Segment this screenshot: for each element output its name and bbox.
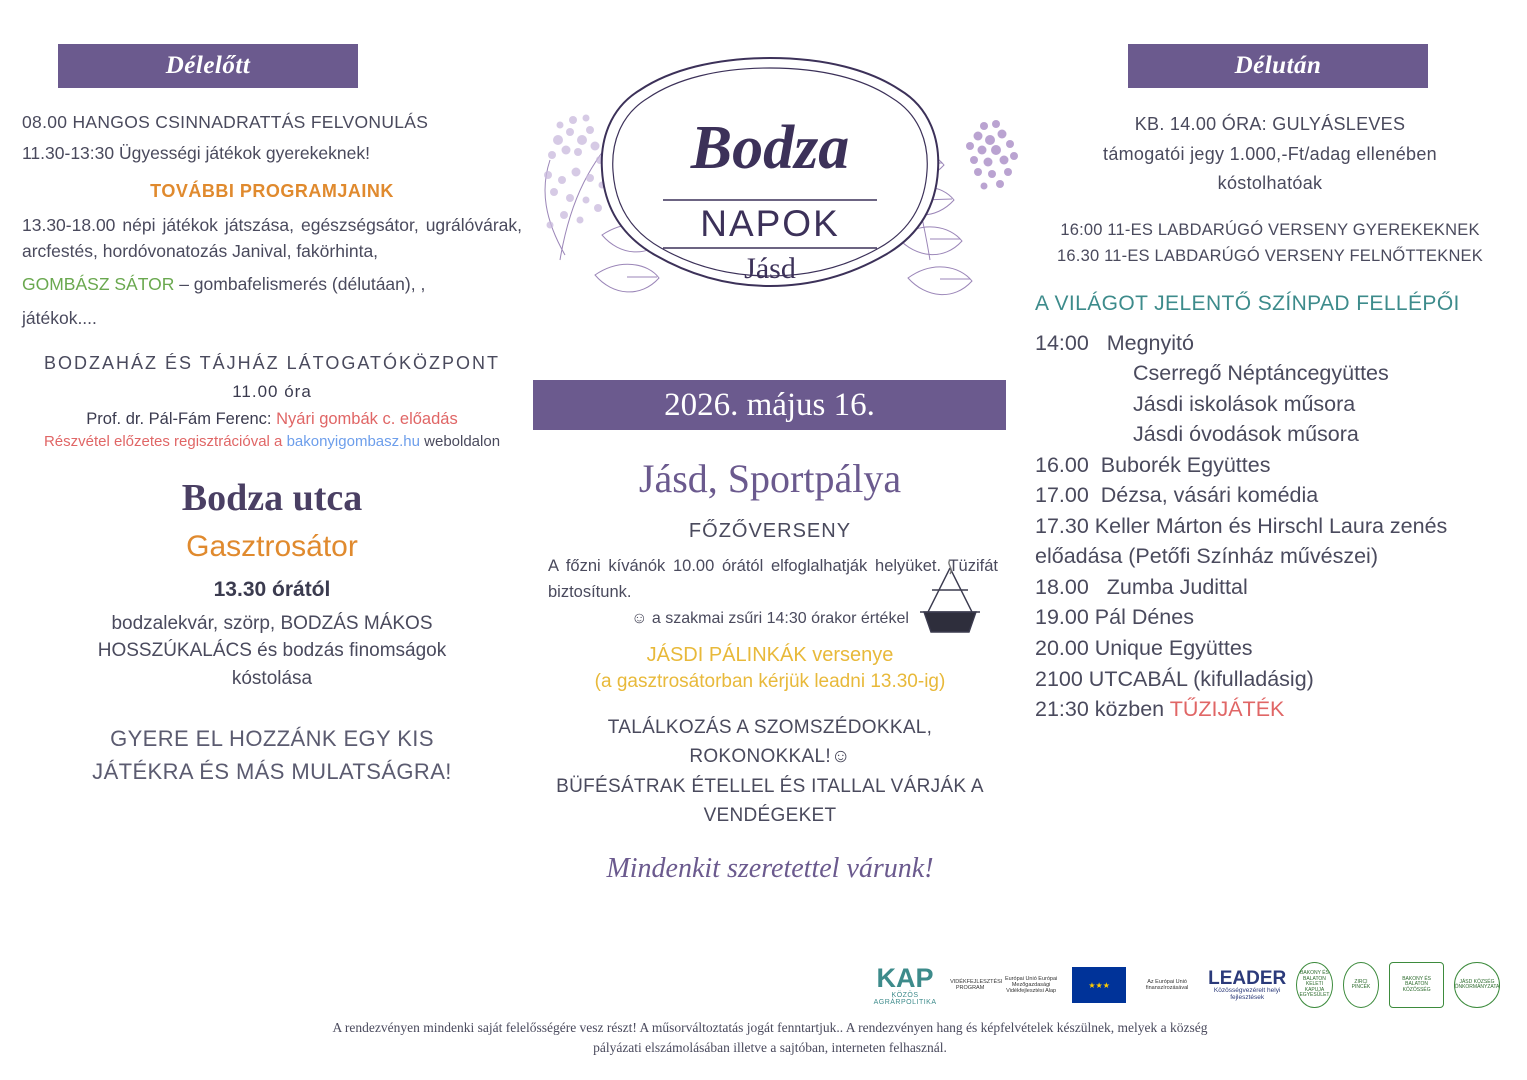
gasztrosator-desc-2: HOSSZÚKALÁCS és bodzás finomságok <box>97 640 447 662</box>
gasztrosator-desc-3: kóstolása <box>231 667 313 689</box>
logo-vp-text: VIDÉKFEJLESZTÉSI PROGRAM <box>950 978 1003 991</box>
logo-eu-fund-text: Európai Unió Európai Mezőgazdasági Vidékfejlesztési Alap <box>1004 975 1058 995</box>
morning-program-line-1: 08.00 HANGOS CSINNADRATTÁS FELVONULÁS <box>22 112 429 132</box>
sponsor-logos <box>870 955 1500 1015</box>
football-line-1: 16:00 11-ES LABDARÚGÓ VERSENY GYEREKEKNEK <box>1060 221 1480 240</box>
football-line-2: 16.30 11-ES LABDARÚGÓ VERSENY FELNŐTTEKNEK <box>1057 247 1483 266</box>
gasztrosator-title: Gasztrosátor <box>186 529 358 563</box>
venue-title: Jásd, Sportpálya <box>638 456 902 501</box>
meeting-line-1: TALÁLKOZÁS A SZOMSZÉDOKKAL, <box>607 716 933 738</box>
program-row: 14:00 Megnyitó <box>1035 330 1194 355</box>
center-column <box>520 455 1020 885</box>
logo-brand-sub: NAPOK <box>700 203 840 244</box>
gasztrosator-desc-1: bodzalekvár, szörp, BODZÁS MÁKOS <box>111 612 433 634</box>
program-row-fireworks <box>1035 694 1505 725</box>
further-programs-title: TOVÁBBI PROGRAMJAINK <box>150 180 394 201</box>
program-row: Jásdi óvodások műsora <box>1133 422 1359 447</box>
bodzahaz-lecture <box>22 410 522 429</box>
logo-leader-subtext: Közösségvezérelt helyi fejlesztések <box>1213 987 1281 1001</box>
logo-kap-text: KAP <box>876 962 934 993</box>
program-row: 20.00 Unique Együttes <box>1035 636 1253 660</box>
logo-eu-flag-box <box>1072 967 1126 1003</box>
stage-program-list <box>1035 328 1505 725</box>
banner-morning: Délelőtt <box>58 44 358 88</box>
logo-partner-2: ZIRCI PINCÉK <box>1343 962 1379 1008</box>
logo-vp-box <box>950 978 1003 992</box>
lecturer-name: Prof. dr. Pál-Fám Ferenc: <box>86 409 272 428</box>
logo-leader-box <box>1208 969 1286 1001</box>
program-row: Jásdi iskolások műsora <box>1133 391 1356 416</box>
cooking-contest-desc: A főzni kívánók 10.00 órától elfoglalhatják helyüket. Tüzifát biztosítunk. <box>548 557 998 602</box>
registration-note-post: weboldalon <box>419 432 501 450</box>
goulash-line-3: kóstolhatóak <box>1217 173 1323 194</box>
stage-performers-title: A VILÁGOT JELENTŐ SZÍNPAD FELLÉPŐI <box>1035 291 1460 315</box>
bodza-napok-logo <box>470 40 1070 370</box>
logo-partner-4: JÁSD KÖZSÉG ÖNKORMÁNYZATA <box>1454 962 1500 1008</box>
invitation-message <box>22 722 522 788</box>
program-row: 19.00 Pál Dénes <box>1035 605 1194 630</box>
cooking-jury-note: ☺ a szakmai zsűri 14:30 órakor értékel <box>631 609 909 627</box>
fireworks-label: TŰZIJÁTÉK <box>1169 697 1285 722</box>
invitation-line-1: GYERE EL HOZZÁNK EGY KIS <box>110 726 434 752</box>
right-column <box>1035 110 1505 725</box>
goulash-line-1: KB. 14.00 ÓRA: GULYÁSLEVES <box>1134 114 1406 134</box>
logo-kap-subtext: KÖZÖS AGRÁRPOLITIKA <box>873 991 937 1006</box>
logo-brand-script: Bodza <box>690 114 850 182</box>
program-row: 17.00 Dézsa, vásári komédia <box>1035 483 1319 508</box>
palinka-contest-note: (a gasztrosátorban kérjük leadni 13.30-ig) <box>594 670 946 692</box>
further-programs-block <box>22 212 522 331</box>
gasztrosator-time: 13.30 órától <box>213 577 331 601</box>
mushroom-tent-label: GOMBÁSZ SÁTOR <box>22 274 175 295</box>
fireworks-time: 21:30 közben <box>1035 697 1170 722</box>
program-row: 2100 UTCABÁL (kifulladásig) <box>1035 666 1314 691</box>
further-line-3: játékok.... <box>22 307 97 328</box>
left-column <box>22 110 522 788</box>
logo-partner-3: BAKONY ÉS BALATON KÖZÖSSÉG <box>1389 962 1444 1008</box>
logo-brand-place: Jásd <box>744 252 796 285</box>
meeting-line-2: ROKONOKKAL!☺ <box>689 746 851 768</box>
registration-note <box>22 433 522 450</box>
lecture-title: Nyári gombák c. előadás <box>276 409 458 428</box>
banner-afternoon: Délután <box>1128 44 1428 88</box>
program-row: 18.00 Zumba Judittal <box>1035 574 1248 599</box>
logo-kap-box <box>870 962 940 1006</box>
cauldron-icon <box>910 560 990 640</box>
palinka-contest-block <box>520 644 1020 693</box>
bodzahaz-title: BODZAHÁZ ÉS TÁJHÁZ LÁTOGATÓKÖZPONT <box>43 352 501 373</box>
meeting-block <box>520 713 1020 831</box>
bodza-utca-block <box>22 476 522 693</box>
disclaimer-text: A rendezvényen mindenki saját felelősségére vesz részt! A műsorváltoztatás jogát fenntartjuk.. A rendezvényen hang és képfelvételek készülnek, melyek a község pályázati elszámolásában illetve a sajtóban, interneten felhasznál. <box>332 1020 1208 1056</box>
bodzahaz-block <box>22 353 522 450</box>
event-date-banner: 2026. május 16. <box>533 380 1006 430</box>
program-row: 17.30 Keller Márton és Hirschl Laura zenés előadása (Petőfi Színház művészei) <box>1035 513 1448 569</box>
logo-partner-1: BAKONY ÉS BALATON KELETI KAPUJA EGYESÜLET <box>1296 962 1332 1008</box>
welcome-message: Mindenkit szeretettel várunk! <box>606 852 934 884</box>
goulash-block <box>1035 110 1505 199</box>
palinka-contest-title: JÁSDI PÁLINKÁK versenye <box>646 643 894 666</box>
invitation-line-2: JÁTÉKRA ÉS MÁS MULATSÁGRA! <box>92 759 452 785</box>
registration-note-pre: Részvétel előzetes regisztrációval a <box>43 432 287 450</box>
further-line-1: 13.30-18.00 népi játékok játszása, egészségsátor, ugrálóvárak, arcfestés, hordóvonatozás Janival, fakörhinta, <box>22 214 522 261</box>
bodzahaz-time: 11.00 óra <box>232 381 312 401</box>
logo-eu-fund-box <box>1000 976 1062 995</box>
morning-program-line-2: 11.30-13:30 Ügyességi játékok gyerekeknek! <box>22 143 370 164</box>
logo-leader-text: LEADER <box>1208 968 1287 989</box>
eu-flag-icon: ★★★ <box>1072 967 1126 1003</box>
logo-eu-flag-caption: Az Európai Unió finanszírozásával <box>1145 978 1189 991</box>
registration-link[interactable]: bakonyigombasz.hu <box>286 432 420 450</box>
cooking-contest-title: FŐZŐVERSENY <box>688 520 852 542</box>
further-line-2 <box>22 271 522 297</box>
mushroom-tent-rest: – gombafelismerés (délutáan), , <box>174 274 426 295</box>
bodza-utca-title: Bodza utca <box>181 476 363 519</box>
meeting-line-3: BÜFÉSÁTRAK ÉTELLEL ÉS ITALLAL VÁRJÁK A <box>556 775 984 797</box>
program-row: 16.00 Buborék Együttes <box>1035 452 1271 477</box>
goulash-line-2: támogatói jegy 1.000,-Ft/adag ellenében <box>1103 143 1437 164</box>
logo-eu-flag-caption-box <box>1136 979 1198 992</box>
program-row: Cserregő Néptáncegyüttes <box>1133 361 1389 386</box>
football-block <box>1035 217 1505 270</box>
meeting-line-4: VENDÉGEKET <box>703 805 837 827</box>
